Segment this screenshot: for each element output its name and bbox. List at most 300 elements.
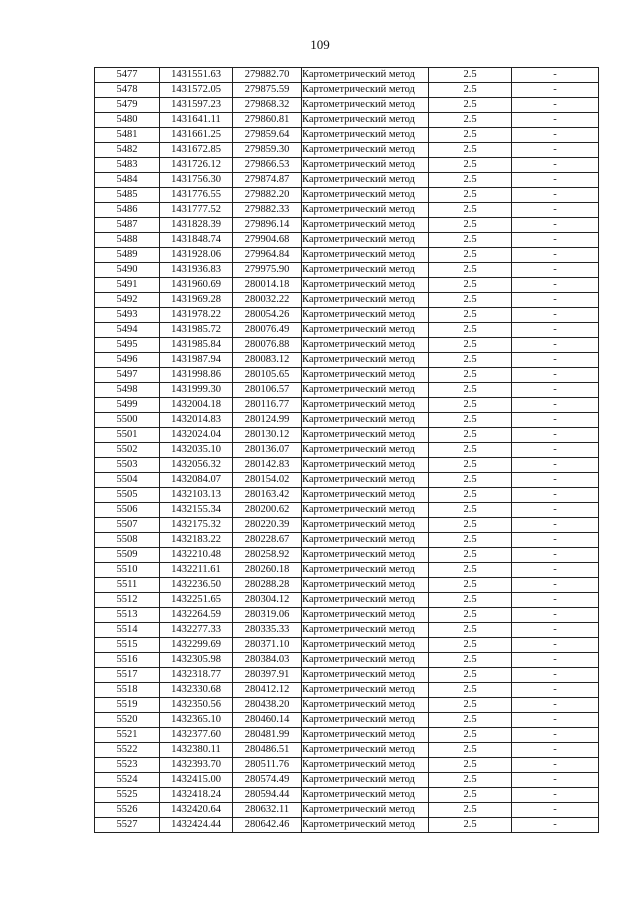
description-cell: - [512, 323, 599, 338]
point-number-cell: 5486 [95, 203, 160, 218]
accuracy-cell: 2.5 [429, 458, 512, 473]
method-cell: Картометрический метод [302, 248, 429, 263]
y-coordinate-cell: 279859.30 [233, 143, 302, 158]
description-cell: - [512, 818, 599, 833]
point-number-cell: 5487 [95, 218, 160, 233]
description-cell: - [512, 578, 599, 593]
point-number-cell: 5479 [95, 98, 160, 113]
method-cell: Картометрический метод [302, 728, 429, 743]
y-coordinate-cell: 280511.76 [233, 758, 302, 773]
x-coordinate-cell: 1432084.07 [160, 473, 233, 488]
table-row [95, 698, 599, 713]
point-number-cell: 5494 [95, 323, 160, 338]
x-coordinate-cell: 1431960.69 [160, 278, 233, 293]
coordinates-table [94, 67, 599, 833]
x-coordinate-cell: 1432014.83 [160, 413, 233, 428]
description-cell: - [512, 518, 599, 533]
table-row [95, 773, 599, 788]
accuracy-cell: 2.5 [429, 743, 512, 758]
method-cell: Картометрический метод [302, 818, 429, 833]
method-cell: Картометрический метод [302, 368, 429, 383]
description-cell: - [512, 758, 599, 773]
y-coordinate-cell: 279866.53 [233, 158, 302, 173]
accuracy-cell: 2.5 [429, 83, 512, 98]
point-number-cell: 5502 [95, 443, 160, 458]
point-number-cell: 5503 [95, 458, 160, 473]
description-cell: - [512, 443, 599, 458]
y-coordinate-cell: 279882.20 [233, 188, 302, 203]
point-number-cell: 5513 [95, 608, 160, 623]
table-row [95, 443, 599, 458]
table-row [95, 263, 599, 278]
point-number-cell: 5500 [95, 413, 160, 428]
method-cell: Картометрический метод [302, 98, 429, 113]
table-row [95, 803, 599, 818]
table-row [95, 563, 599, 578]
y-coordinate-cell: 280154.02 [233, 473, 302, 488]
y-coordinate-cell: 279964.84 [233, 248, 302, 263]
description-cell: - [512, 668, 599, 683]
description-cell: - [512, 473, 599, 488]
accuracy-cell: 2.5 [429, 293, 512, 308]
y-coordinate-cell: 280632.11 [233, 803, 302, 818]
x-coordinate-cell: 1432299.69 [160, 638, 233, 653]
table-row [95, 128, 599, 143]
method-cell: Картометрический метод [302, 713, 429, 728]
accuracy-cell: 2.5 [429, 263, 512, 278]
x-coordinate-cell: 1432056.32 [160, 458, 233, 473]
accuracy-cell: 2.5 [429, 533, 512, 548]
accuracy-cell: 2.5 [429, 248, 512, 263]
method-cell: Картометрический метод [302, 173, 429, 188]
accuracy-cell: 2.5 [429, 113, 512, 128]
description-cell: - [512, 788, 599, 803]
point-number-cell: 5516 [95, 653, 160, 668]
table-row [95, 338, 599, 353]
x-coordinate-cell: 1431928.06 [160, 248, 233, 263]
description-cell: - [512, 128, 599, 143]
y-coordinate-cell: 280076.49 [233, 323, 302, 338]
accuracy-cell: 2.5 [429, 818, 512, 833]
point-number-cell: 5514 [95, 623, 160, 638]
y-coordinate-cell: 279868.32 [233, 98, 302, 113]
point-number-cell: 5510 [95, 563, 160, 578]
method-cell: Картометрический метод [302, 143, 429, 158]
method-cell: Картометрический метод [302, 623, 429, 638]
y-coordinate-cell: 280116.77 [233, 398, 302, 413]
description-cell: - [512, 278, 599, 293]
y-coordinate-cell: 280014.18 [233, 278, 302, 293]
point-number-cell: 5484 [95, 173, 160, 188]
description-cell: - [512, 533, 599, 548]
y-coordinate-cell: 280384.03 [233, 653, 302, 668]
point-number-cell: 5478 [95, 83, 160, 98]
table-row [95, 323, 599, 338]
description-cell: - [512, 203, 599, 218]
table-row [95, 743, 599, 758]
x-coordinate-cell: 1431572.05 [160, 83, 233, 98]
method-cell: Картометрический метод [302, 473, 429, 488]
x-coordinate-cell: 1432330.68 [160, 683, 233, 698]
point-number-cell: 5523 [95, 758, 160, 773]
accuracy-cell: 2.5 [429, 188, 512, 203]
y-coordinate-cell: 280397.91 [233, 668, 302, 683]
table-row [95, 158, 599, 173]
point-number-cell: 5519 [95, 698, 160, 713]
table-row [95, 188, 599, 203]
y-coordinate-cell: 280220.39 [233, 518, 302, 533]
method-cell: Картометрический метод [302, 203, 429, 218]
y-coordinate-cell: 280304.12 [233, 593, 302, 608]
page-number: 109 [310, 37, 330, 52]
method-cell: Картометрический метод [302, 803, 429, 818]
x-coordinate-cell: 1431776.55 [160, 188, 233, 203]
table-row [95, 248, 599, 263]
method-cell: Картометрический метод [302, 428, 429, 443]
accuracy-cell: 2.5 [429, 173, 512, 188]
y-coordinate-cell: 280371.10 [233, 638, 302, 653]
x-coordinate-cell: 1431726.12 [160, 158, 233, 173]
accuracy-cell: 2.5 [429, 548, 512, 563]
y-coordinate-cell: 280258.92 [233, 548, 302, 563]
y-coordinate-cell: 280594.44 [233, 788, 302, 803]
description-cell: - [512, 263, 599, 278]
table-row [95, 383, 599, 398]
description-cell: - [512, 638, 599, 653]
table-row [95, 653, 599, 668]
method-cell: Картометрический метод [302, 338, 429, 353]
point-number-cell: 5482 [95, 143, 160, 158]
x-coordinate-cell: 1431661.25 [160, 128, 233, 143]
point-number-cell: 5489 [95, 248, 160, 263]
point-number-cell: 5492 [95, 293, 160, 308]
x-coordinate-cell: 1432393.70 [160, 758, 233, 773]
description-cell: - [512, 398, 599, 413]
point-number-cell: 5505 [95, 488, 160, 503]
point-number-cell: 5507 [95, 518, 160, 533]
x-coordinate-cell: 1432251.65 [160, 593, 233, 608]
description-cell: - [512, 308, 599, 323]
x-coordinate-cell: 1432415.00 [160, 773, 233, 788]
table-row [95, 233, 599, 248]
description-cell: - [512, 353, 599, 368]
point-number-cell: 5499 [95, 398, 160, 413]
x-coordinate-cell: 1432350.56 [160, 698, 233, 713]
description-cell: - [512, 683, 599, 698]
y-coordinate-cell: 279874.87 [233, 173, 302, 188]
x-coordinate-cell: 1431978.22 [160, 308, 233, 323]
x-coordinate-cell: 1431672.85 [160, 143, 233, 158]
x-coordinate-cell: 1431756.30 [160, 173, 233, 188]
accuracy-cell: 2.5 [429, 683, 512, 698]
table-row [95, 593, 599, 608]
y-coordinate-cell: 280319.06 [233, 608, 302, 623]
description-cell: - [512, 173, 599, 188]
method-cell: Картометрический метод [302, 548, 429, 563]
description-cell: - [512, 188, 599, 203]
x-coordinate-cell: 1432155.34 [160, 503, 233, 518]
description-cell: - [512, 248, 599, 263]
accuracy-cell: 2.5 [429, 788, 512, 803]
x-coordinate-cell: 1431998.86 [160, 368, 233, 383]
accuracy-cell: 2.5 [429, 518, 512, 533]
description-cell: - [512, 743, 599, 758]
table-row [95, 218, 599, 233]
y-coordinate-cell: 280642.46 [233, 818, 302, 833]
y-coordinate-cell: 279859.64 [233, 128, 302, 143]
point-number-cell: 5525 [95, 788, 160, 803]
x-coordinate-cell: 1431848.74 [160, 233, 233, 248]
method-cell: Картометрический метод [302, 353, 429, 368]
coordinates-table-body [95, 68, 599, 833]
table-row [95, 578, 599, 593]
description-cell: - [512, 233, 599, 248]
method-cell: Картометрический метод [302, 263, 429, 278]
description-cell: - [512, 548, 599, 563]
method-cell: Картометрический метод [302, 383, 429, 398]
accuracy-cell: 2.5 [429, 68, 512, 83]
method-cell: Картометрический метод [302, 593, 429, 608]
table-row [95, 473, 599, 488]
accuracy-cell: 2.5 [429, 218, 512, 233]
y-coordinate-cell: 280486.51 [233, 743, 302, 758]
table-row [95, 368, 599, 383]
method-cell: Картометрический метод [302, 158, 429, 173]
y-coordinate-cell: 279882.70 [233, 68, 302, 83]
description-cell: - [512, 98, 599, 113]
method-cell: Картометрический метод [302, 653, 429, 668]
x-coordinate-cell: 1431969.28 [160, 293, 233, 308]
y-coordinate-cell: 280076.88 [233, 338, 302, 353]
table-row [95, 623, 599, 638]
point-number-cell: 5517 [95, 668, 160, 683]
accuracy-cell: 2.5 [429, 98, 512, 113]
method-cell: Картометрический метод [302, 758, 429, 773]
table-row [95, 488, 599, 503]
accuracy-cell: 2.5 [429, 143, 512, 158]
table-row [95, 98, 599, 113]
method-cell: Картометрический метод [302, 128, 429, 143]
description-cell: - [512, 83, 599, 98]
point-number-cell: 5501 [95, 428, 160, 443]
method-cell: Картометрический метод [302, 278, 429, 293]
accuracy-cell: 2.5 [429, 443, 512, 458]
x-coordinate-cell: 1431551.63 [160, 68, 233, 83]
method-cell: Картометрический метод [302, 773, 429, 788]
point-number-cell: 5512 [95, 593, 160, 608]
method-cell: Картометрический метод [302, 233, 429, 248]
table-row [95, 113, 599, 128]
x-coordinate-cell: 1432318.77 [160, 668, 233, 683]
method-cell: Картометрический метод [302, 188, 429, 203]
table-row [95, 293, 599, 308]
description-cell: - [512, 728, 599, 743]
table-row [95, 548, 599, 563]
point-number-cell: 5524 [95, 773, 160, 788]
table-row [95, 503, 599, 518]
point-number-cell: 5527 [95, 818, 160, 833]
point-number-cell: 5495 [95, 338, 160, 353]
x-coordinate-cell: 1431987.94 [160, 353, 233, 368]
accuracy-cell: 2.5 [429, 503, 512, 518]
accuracy-cell: 2.5 [429, 338, 512, 353]
point-number-cell: 5496 [95, 353, 160, 368]
y-coordinate-cell: 280460.14 [233, 713, 302, 728]
point-number-cell: 5521 [95, 728, 160, 743]
table-row [95, 533, 599, 548]
accuracy-cell: 2.5 [429, 668, 512, 683]
x-coordinate-cell: 1432305.98 [160, 653, 233, 668]
table-row [95, 203, 599, 218]
accuracy-cell: 2.5 [429, 353, 512, 368]
table-row [95, 398, 599, 413]
description-cell: - [512, 428, 599, 443]
description-cell: - [512, 338, 599, 353]
y-coordinate-cell: 280124.99 [233, 413, 302, 428]
method-cell: Картометрический метод [302, 488, 429, 503]
method-cell: Картометрический метод [302, 218, 429, 233]
point-number-cell: 5477 [95, 68, 160, 83]
method-cell: Картометрический метод [302, 83, 429, 98]
method-cell: Картометрический метод [302, 698, 429, 713]
description-cell: - [512, 458, 599, 473]
accuracy-cell: 2.5 [429, 308, 512, 323]
y-coordinate-cell: 279896.14 [233, 218, 302, 233]
description-cell: - [512, 803, 599, 818]
accuracy-cell: 2.5 [429, 698, 512, 713]
x-coordinate-cell: 1431999.30 [160, 383, 233, 398]
accuracy-cell: 2.5 [429, 713, 512, 728]
method-cell: Картометрический метод [302, 518, 429, 533]
accuracy-cell: 2.5 [429, 563, 512, 578]
y-coordinate-cell: 280260.18 [233, 563, 302, 578]
point-number-cell: 5491 [95, 278, 160, 293]
accuracy-cell: 2.5 [429, 428, 512, 443]
x-coordinate-cell: 1431985.72 [160, 323, 233, 338]
table-row [95, 818, 599, 833]
point-number-cell: 5481 [95, 128, 160, 143]
x-coordinate-cell: 1432365.10 [160, 713, 233, 728]
x-coordinate-cell: 1432103.13 [160, 488, 233, 503]
method-cell: Картометрический метод [302, 668, 429, 683]
y-coordinate-cell: 279975.90 [233, 263, 302, 278]
x-coordinate-cell: 1432175.32 [160, 518, 233, 533]
method-cell: Картометрический метод [302, 533, 429, 548]
table-row [95, 173, 599, 188]
y-coordinate-cell: 280054.26 [233, 308, 302, 323]
point-number-cell: 5522 [95, 743, 160, 758]
point-number-cell: 5515 [95, 638, 160, 653]
table-row [95, 428, 599, 443]
point-number-cell: 5488 [95, 233, 160, 248]
y-coordinate-cell: 280130.12 [233, 428, 302, 443]
description-cell: - [512, 623, 599, 638]
y-coordinate-cell: 279875.59 [233, 83, 302, 98]
point-number-cell: 5483 [95, 158, 160, 173]
method-cell: Картометрический метод [302, 68, 429, 83]
table-row [95, 608, 599, 623]
x-coordinate-cell: 1431777.52 [160, 203, 233, 218]
accuracy-cell: 2.5 [429, 473, 512, 488]
accuracy-cell: 2.5 [429, 623, 512, 638]
x-coordinate-cell: 1432277.33 [160, 623, 233, 638]
table-row [95, 683, 599, 698]
accuracy-cell: 2.5 [429, 368, 512, 383]
method-cell: Картометрический метод [302, 413, 429, 428]
point-number-cell: 5493 [95, 308, 160, 323]
accuracy-cell: 2.5 [429, 608, 512, 623]
y-coordinate-cell: 280142.83 [233, 458, 302, 473]
point-number-cell: 5504 [95, 473, 160, 488]
y-coordinate-cell: 279882.33 [233, 203, 302, 218]
accuracy-cell: 2.5 [429, 383, 512, 398]
y-coordinate-cell: 280163.42 [233, 488, 302, 503]
accuracy-cell: 2.5 [429, 128, 512, 143]
point-number-cell: 5518 [95, 683, 160, 698]
y-coordinate-cell: 280335.33 [233, 623, 302, 638]
y-coordinate-cell: 280083.12 [233, 353, 302, 368]
table-row [95, 68, 599, 83]
method-cell: Картометрический метод [302, 503, 429, 518]
y-coordinate-cell: 280481.99 [233, 728, 302, 743]
accuracy-cell: 2.5 [429, 158, 512, 173]
y-coordinate-cell: 280288.28 [233, 578, 302, 593]
method-cell: Картометрический метод [302, 398, 429, 413]
description-cell: - [512, 653, 599, 668]
x-coordinate-cell: 1432035.10 [160, 443, 233, 458]
description-cell: - [512, 773, 599, 788]
description-cell: - [512, 293, 599, 308]
x-coordinate-cell: 1431985.84 [160, 338, 233, 353]
accuracy-cell: 2.5 [429, 398, 512, 413]
table-row [95, 713, 599, 728]
x-coordinate-cell: 1431828.39 [160, 218, 233, 233]
accuracy-cell: 2.5 [429, 323, 512, 338]
accuracy-cell: 2.5 [429, 233, 512, 248]
table-row [95, 638, 599, 653]
point-number-cell: 5509 [95, 548, 160, 563]
table-row [95, 668, 599, 683]
table-row [95, 518, 599, 533]
method-cell: Картометрический метод [302, 458, 429, 473]
x-coordinate-cell: 1432424.44 [160, 818, 233, 833]
y-coordinate-cell: 280200.62 [233, 503, 302, 518]
accuracy-cell: 2.5 [429, 728, 512, 743]
table-row [95, 728, 599, 743]
point-number-cell: 5497 [95, 368, 160, 383]
x-coordinate-cell: 1432210.48 [160, 548, 233, 563]
accuracy-cell: 2.5 [429, 593, 512, 608]
accuracy-cell: 2.5 [429, 278, 512, 293]
point-number-cell: 5506 [95, 503, 160, 518]
table-row [95, 83, 599, 98]
y-coordinate-cell: 279860.81 [233, 113, 302, 128]
y-coordinate-cell: 280105.65 [233, 368, 302, 383]
description-cell: - [512, 698, 599, 713]
method-cell: Картометрический метод [302, 683, 429, 698]
y-coordinate-cell: 280106.57 [233, 383, 302, 398]
x-coordinate-cell: 1431936.83 [160, 263, 233, 278]
method-cell: Картометрический метод [302, 638, 429, 653]
method-cell: Картометрический метод [302, 743, 429, 758]
description-cell: - [512, 608, 599, 623]
accuracy-cell: 2.5 [429, 803, 512, 818]
accuracy-cell: 2.5 [429, 203, 512, 218]
accuracy-cell: 2.5 [429, 773, 512, 788]
method-cell: Картометрический метод [302, 608, 429, 623]
y-coordinate-cell: 280412.12 [233, 683, 302, 698]
method-cell: Картометрический метод [302, 788, 429, 803]
